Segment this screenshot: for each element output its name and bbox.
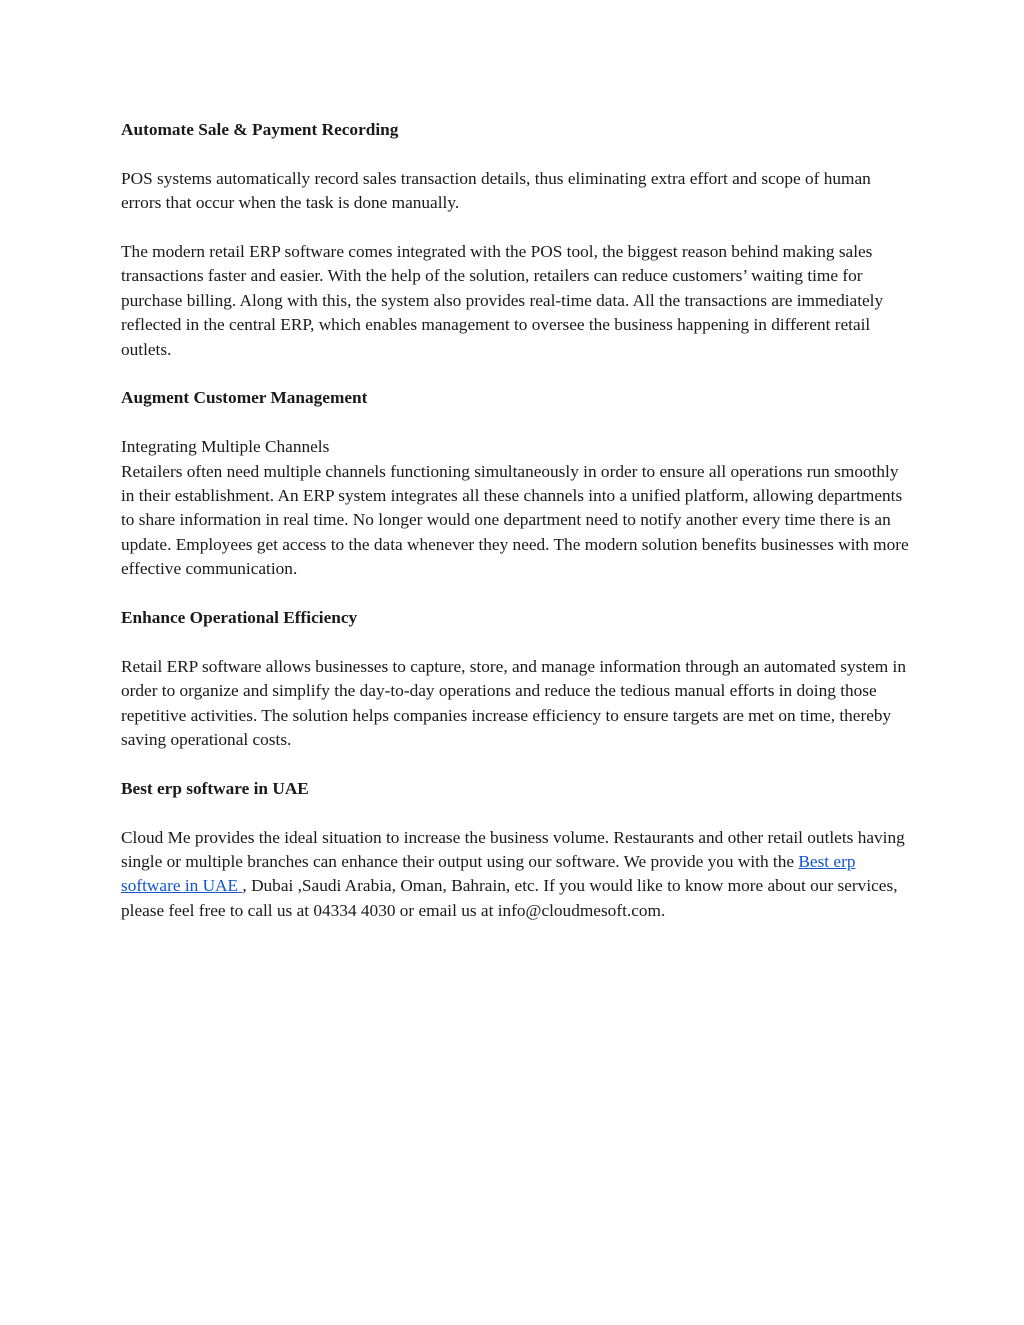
subheading-integrating-channels: Integrating Multiple Channels (121, 437, 330, 457)
section-heading-augment-customer: Augment Customer Management (121, 388, 368, 408)
integrating-channels-block (121, 435, 911, 581)
paragraph-cloud-me (121, 826, 911, 924)
document-body (121, 118, 911, 948)
section-heading-best-erp: Best erp software in UAE (121, 778, 309, 798)
section-heading-operational-efficiency: Enhance Operational Efficiency (121, 608, 358, 628)
closing-text-before-link: Cloud Me provides the ideal situation to increase the business volume. Restaurants and other retail outlets having single or multiple branches can enhance their output using our software. We provide you with the (121, 827, 905, 872)
best-erp-software-link[interactable]: Best erp software in UAE (121, 852, 856, 896)
closing-text-after-link: , Dubai ,Saudi Arabia, Oman, Bahrain, etc. If you would like to know more about our services, please feel free to call us at 04334 4030 or email us at info@cloudmesoft.com. (121, 876, 898, 920)
paragraph-retailers-channels: Retailers often need multiple channels functioning simultaneously in order to ensure all operations run smoothly in their establishment. An ERP system integrates all these channels into a unified platform, allowing departments to share information in real time. No longer would one department need to notify another every time there is an update. Employees get access to the data whenever they need. The modern solution benefits businesses with more effective communication. (121, 461, 909, 579)
paragraph-retail-erp-capture: Retail ERP software allows businesses to capture, store, and manage information through an automated system in order to organize and simplify the day-to-day operations and reduce the tedious manual efforts in doing those repetitive activities. The solution helps companies increase efficiency to ensure targets are met on time, thereby saving operational costs. (121, 656, 906, 750)
paragraph-modern-retail-erp: The modern retail ERP software comes integrated with the POS tool, the biggest reason behind making sales transactions faster and easier. With the help of the solution, retailers can reduce customers’ waiting time for purchase billing. Along with this, the system also provides real-time data. All the transactions are immediately reflected in the central ERP, which enables management to oversee the business happening in different retail outlets. (121, 242, 884, 359)
paragraph-pos-systems: POS systems automatically record sales transaction details, thus eliminating extra effort and scope of human errors that occur when the task is done manually. (121, 168, 871, 213)
section-heading-automate-sale: Automate Sale & Payment Recording (121, 120, 399, 139)
